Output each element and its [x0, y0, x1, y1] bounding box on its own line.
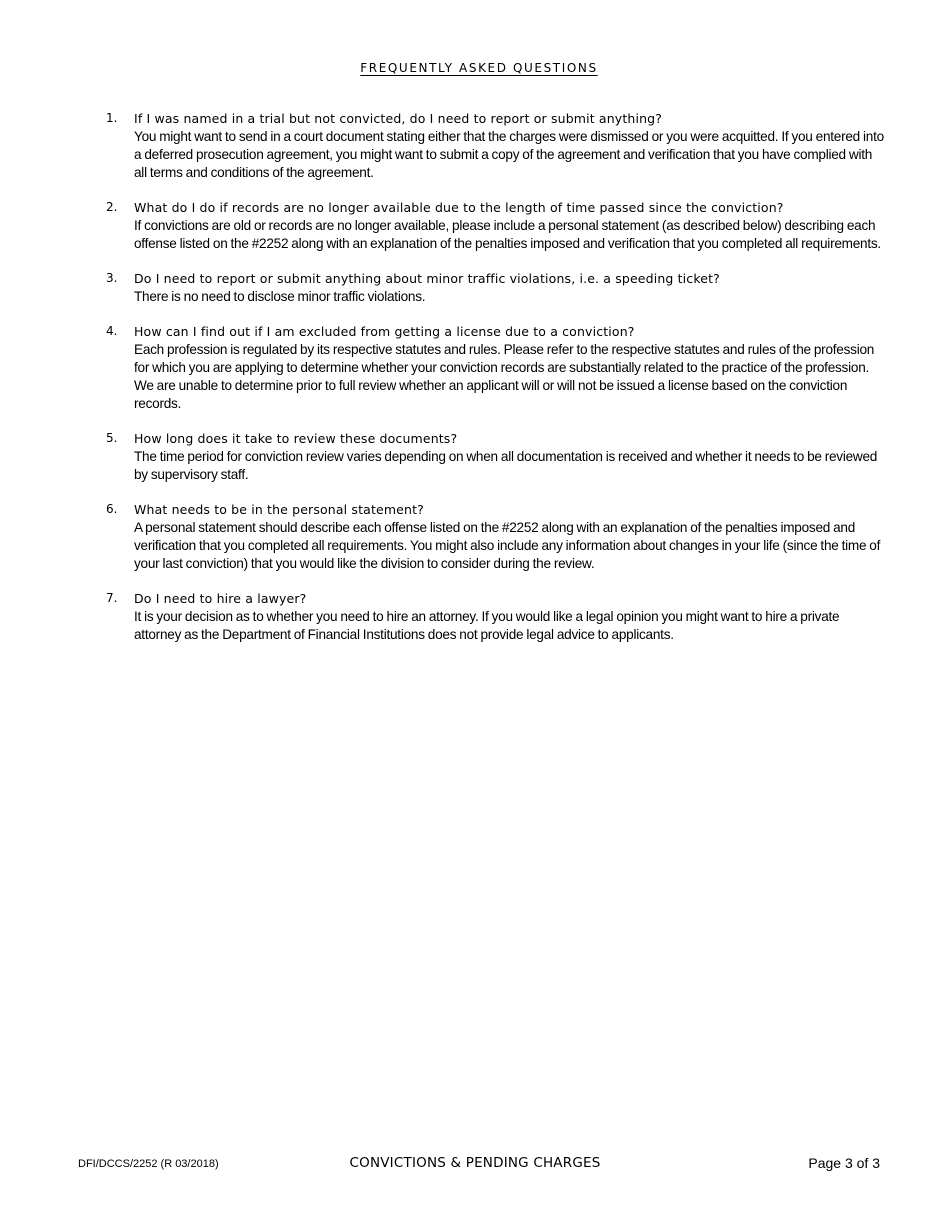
page-title: FREQUENTLY ASKED QUESTIONS — [360, 61, 598, 75]
faq-answer: There is no need to disclose minor traffic violations. — [134, 289, 426, 304]
faq-question: Do I need to report or submit anything about minor traffic violations, i.e. a speeding ticket? — [134, 271, 720, 286]
footer-form-title: CONVICTIONS & PENDING CHARGES — [349, 1155, 601, 1171]
footer-page-number: Page 3 of 3 — [808, 1155, 880, 1171]
faq-body — [134, 110, 886, 182]
faq-body — [134, 323, 886, 413]
faq-item-6 — [0, 501, 950, 573]
faq-answer: It is your decision as to whether you need to hire an attorney. If you would like a legal opinion you might want to hire a private attorney as the Department of Financial Institutions does not provide legal advice to applicants. — [134, 609, 840, 642]
faq-item-2 — [0, 199, 950, 253]
faq-answer: Each profession is regulated by its respective statutes and rules. Please refer to the respective statutes and rules of the profession for which you are applying to determine whether your conviction records are substantially related to the practice of the profession. We are unable to determine prior to full review whether an applicant will or will not be issued a license based on the conviction records. — [134, 342, 875, 411]
faq-body — [134, 590, 886, 644]
faq-number: 3. — [106, 271, 118, 285]
faq-item-3 — [0, 270, 950, 306]
faq-answer: A personal statement should describe each offense listed on the #2252 along with an explanation of the penalties imposed and verification that you completed all requirements. You might also include any information about changes in your life (since the time of your last conviction) that you would like the division to consider during the review. — [134, 520, 881, 571]
faq-answer: You might want to send in a court document stating either that the charges were dismissed or you were acquitted. If you entered into a deferred prosecution agreement, you might want to submit a copy of the agreement and verification that you have complied with all terms and conditions of the agreement. — [134, 129, 884, 180]
faq-question: What do I do if records are no longer available due to the length of time passed since the conviction? — [134, 200, 784, 215]
faq-item-1 — [0, 110, 950, 182]
faq-number: 2. — [106, 200, 118, 214]
faq-number: 6. — [106, 502, 118, 516]
faq-list — [0, 110, 950, 661]
faq-body — [134, 270, 886, 306]
faq-answer: The time period for conviction review varies depending on when all documentation is received and whether it needs to be reviewed by supervisory staff. — [134, 449, 878, 482]
faq-answer: If convictions are old or records are no longer available, please include a personal statement (as described below) describing each offense listed on the #2252 along with an explanation of the penalties imposed and verification that you completed all requirements. — [134, 218, 881, 251]
faq-question: Do I need to hire a lawyer? — [134, 591, 307, 606]
footer-form-id: DFI/DCCS/2252 (R 03/2018) — [78, 1158, 219, 1170]
faq-item-7 — [0, 590, 950, 644]
faq-body — [134, 199, 886, 253]
faq-number: 4. — [106, 324, 118, 338]
faq-number: 5. — [106, 431, 118, 445]
faq-body — [134, 430, 886, 484]
faq-number: 7. — [106, 591, 118, 605]
faq-question: What needs to be in the personal statement? — [134, 502, 424, 517]
faq-question: How can I find out if I am excluded from getting a license due to a conviction? — [134, 324, 635, 339]
faq-body — [134, 501, 886, 573]
faq-item-5 — [0, 430, 950, 484]
faq-item-4 — [0, 323, 950, 413]
faq-number: 1. — [106, 111, 118, 125]
faq-question: If I was named in a trial but not convicted, do I need to report or submit anything? — [134, 111, 663, 126]
faq-question: How long does it take to review these documents? — [134, 431, 458, 446]
